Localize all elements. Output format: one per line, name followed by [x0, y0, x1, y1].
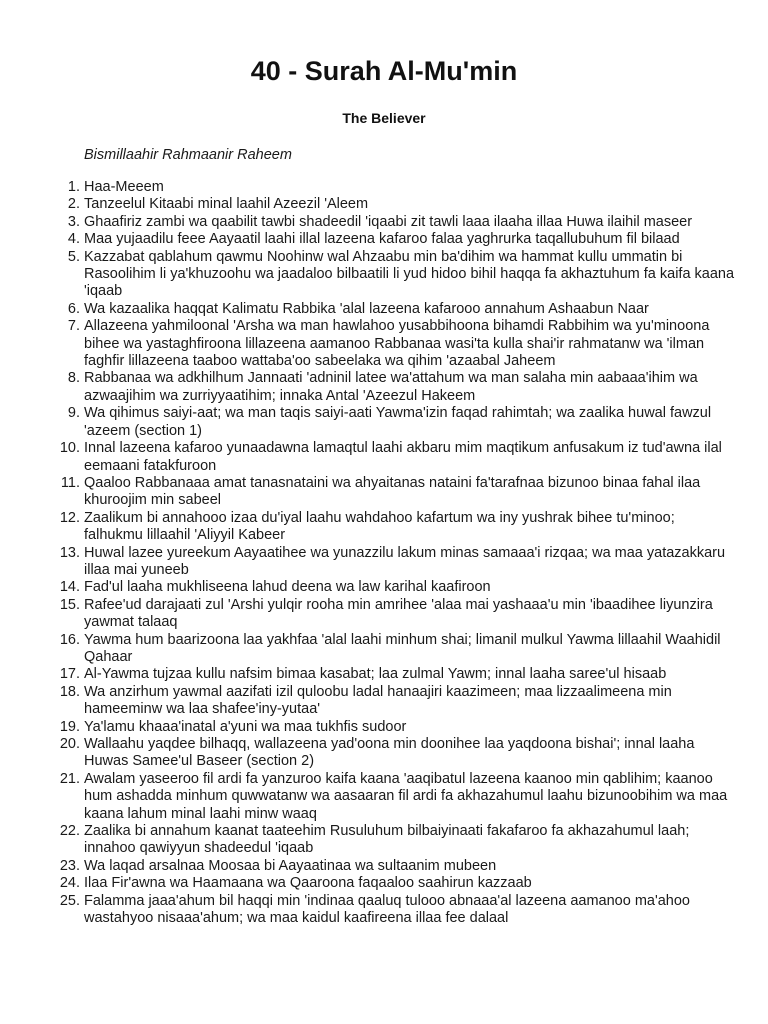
verse-text: Wallaahu yaqdee bilhaqq, wallazeena yad'oona min doonihee laa yaqdoona bishai'; innal laaha Huwas Samee'ul Baseer (section 2)	[84, 736, 695, 770]
verse-text: Haa-Meeem	[84, 179, 164, 195]
verse-text: Ghaafiriz zambi wa qaabilit tawbi shadeedil 'iqaabi zit tawli laaa ilaaha illaa Huwa ilaihil maseer	[84, 213, 693, 230]
verse-text: Kazzabat qablahum qawmu Noohinw wal Ahzaabu min ba'dihim wa hammat kullu ummatin bi Rasoolihim li ya'khuzoohu wa jaadaloo bilbaatili li yud hidoo bihil haqqa fa akhaztuhum fa kaifa kaana 'iqaab	[84, 248, 735, 300]
verse-item	[0, 196, 736, 213]
verse-number: 19.	[59, 718, 80, 735]
verse-number: 1.	[67, 179, 80, 195]
verse-item	[0, 545, 736, 580]
verse-text: Ya'lamu khaaa'inatal a'yuni wa maa tukhfis sudoor	[84, 718, 407, 735]
verse-number: 7.	[67, 318, 80, 335]
verse-number: 16.	[59, 631, 80, 648]
verse-item	[0, 875, 736, 892]
verse-item	[0, 214, 736, 231]
opening-invocation: Bismillaahir Rahmaanir Raheem	[84, 147, 292, 163]
verse-number: 12.	[59, 509, 80, 526]
verse-text: Tanzeelul Kitaabi minal laahil Azeezil 'Aleem	[84, 196, 369, 213]
page-subtitle: The Believer	[342, 110, 426, 126]
verse-number: 23.	[59, 857, 80, 874]
verse-text: Allazeena yahmiloonal 'Arsha wa man hawlahoo yusabbihoona bihamdi Rabbihim wa yu'minoona bihee wa yastaghfiroona lillazeena aamanoo Rabbanaa wasi'ta kulla shai'ir rahmatanw wa 'ilman faghfir lillazeena taaboo wattaba'oo sabeelaka wa qihim 'azaabal Jaheem	[84, 318, 710, 370]
verse-number: 21.	[59, 770, 80, 787]
verse-item	[0, 893, 736, 928]
verse-item	[0, 823, 736, 858]
verse-number: 5.	[67, 248, 80, 265]
verse-number: 11.	[60, 474, 80, 491]
verse-text: Yawma hum baarizoona laa yakhfaa 'alal laahi minhum shai; limanil mulkul Yawma lillaahil Waahidil Qahaar	[84, 631, 721, 665]
verse-number: 4.	[67, 231, 80, 248]
verse-item	[0, 858, 736, 875]
verse-number: 25.	[59, 892, 80, 909]
verse-text: Rabbanaa wa adkhilhum Jannaati 'adninil latee wa'attahum wa man salaha min aabaaa'ihim wa azwaajihim wa zurriyyaatihim; innaka Antal 'Azeezul Hakeem	[84, 370, 698, 404]
verse-item	[0, 179, 736, 196]
verse-number: 13.	[59, 544, 80, 561]
verse-item	[0, 719, 736, 736]
verse-item	[0, 771, 736, 823]
verse-number: 9.	[67, 405, 80, 422]
verse-item	[0, 632, 736, 667]
verse-text: Al-Yawma tujzaa kullu nafsim bimaa kasabat; laa zulmal Yawm; innal laaha saree'ul hisaab	[84, 666, 667, 683]
verse-item	[0, 510, 736, 545]
verse-number: 24.	[59, 875, 80, 892]
verse-text: Rafee'ud darajaati zul 'Arshi yulqir rooha min amrihee 'alaa mai yashaaa'u min 'ibaadihee liyunzira yawmat talaaq	[84, 596, 713, 631]
verse-list	[0, 179, 736, 927]
verse-number: 14.	[59, 579, 80, 596]
verse-number: 6.	[67, 300, 80, 317]
verse-number: 2.	[67, 196, 80, 213]
verse-text: Ilaa Fir'awna wa Haamaana wa Qaaroona faqaaloo saahirun kazzaab	[84, 875, 532, 892]
verse-number: 17.	[59, 666, 80, 683]
verse-text: Zaalikum bi annahooo izaa du'iyal laahu wahdahoo kafartum wa iny yushrak bihee tu'minoo; falhukmu lillaahil 'Aliyyil Kabeer	[84, 509, 675, 544]
verse-number: 20.	[59, 736, 80, 752]
verse-text: Falamma jaaa'ahum bil haqqi min 'indinaa qaaluq tulooo abnaaa'al lazeena aamanoo ma'ahoo wastahyoo nisaaa'ahum; wa maa kaidul kaafireena illaa fee dalaal	[84, 892, 690, 927]
verse-item	[0, 666, 736, 683]
verse-number: 18.	[59, 683, 80, 700]
verse-item	[0, 684, 736, 719]
verse-item	[0, 440, 736, 475]
verse-number: 15.	[59, 596, 80, 613]
verse-text: Wa anzirhum yawmal aazifati izil quloobu ladal hanaajiri kaazimeen; maa lizzaalimeena min hameeminw wa laa shafee'iny-yutaa'	[84, 683, 672, 718]
verse-item	[0, 579, 736, 596]
verse-text: Wa kazaalika haqqat Kalimatu Rabbika 'alal lazeena kafarooo annahum Ashaabun Naar	[84, 300, 649, 317]
verse-number: 22.	[59, 823, 80, 840]
verse-item	[0, 405, 736, 440]
verse-text: Zaalika bi annahum kaanat taateehim Rusuluhum bilbaiyinaati fakafaroo fa akhazahumul laah; innahoo qawiyyun shadeedul 'iqaab	[84, 823, 690, 857]
verse-text: Awalam yaseeroo fil ardi fa yanzuroo kaifa kaana 'aaqibatul lazeena kaanoo min qablihim; kaanoo hum ashadda minhum quwwatanw wa aasaaran fil ardi fa akhazahumul laahu bizunoobihim wa maa kaana lahum minal laahi minw waaq	[84, 770, 728, 822]
page-title: 40 - Surah Al-Mu'min	[250, 56, 518, 86]
verse-item	[0, 597, 736, 632]
verse-text: Maa yujaadilu feee Aayaatil laahi illal lazeena kafaroo falaa yaghrurka taqallubuhum fil bilaad	[84, 231, 680, 248]
verse-text: Wa laqad arsalnaa Moosaa bi Aayaatinaa wa sultaanim mubeen	[84, 857, 497, 874]
verse-text: Innal lazeena kafaroo yunaadawna lamaqtul laahi akbaru mim maqtikum anfusakum iz tud'awna ilal eemaani fatakfuroon	[84, 440, 722, 474]
verse-text: Wa qihimus saiyi-aat; wa man taqis saiyi-aati Yawma'izin faqad rahimtah; wa zaalika huwal fawzul 'azeem (section 1)	[84, 405, 712, 439]
verse-number: 3.	[67, 213, 80, 230]
verse-item	[0, 249, 736, 301]
verse-text: Qaaloo Rabbanaaa amat tanasnataini wa ahyaitanas nataini fa'tarafnaa bizunoo binaa fahal ilaa khuroojim min sabeel	[84, 474, 701, 509]
verse-text: Huwal lazee yureekum Aayaatihee wa yunazzilu lakum minas samaaa'i rizqaa; wa maa yatazakkaru illaa mai yuneeb	[84, 544, 726, 578]
verse-number: 10.	[59, 440, 80, 457]
verse-number: 8.	[67, 370, 80, 387]
verse-text: Fad'ul laaha mukhliseena lahud deena wa law karihal kaafiroon	[84, 579, 491, 596]
verse-item	[0, 475, 736, 510]
verse-item	[0, 370, 736, 405]
verse-item	[0, 736, 736, 771]
verse-item	[0, 231, 736, 248]
verse-item	[0, 318, 736, 370]
verse-item	[0, 301, 736, 318]
